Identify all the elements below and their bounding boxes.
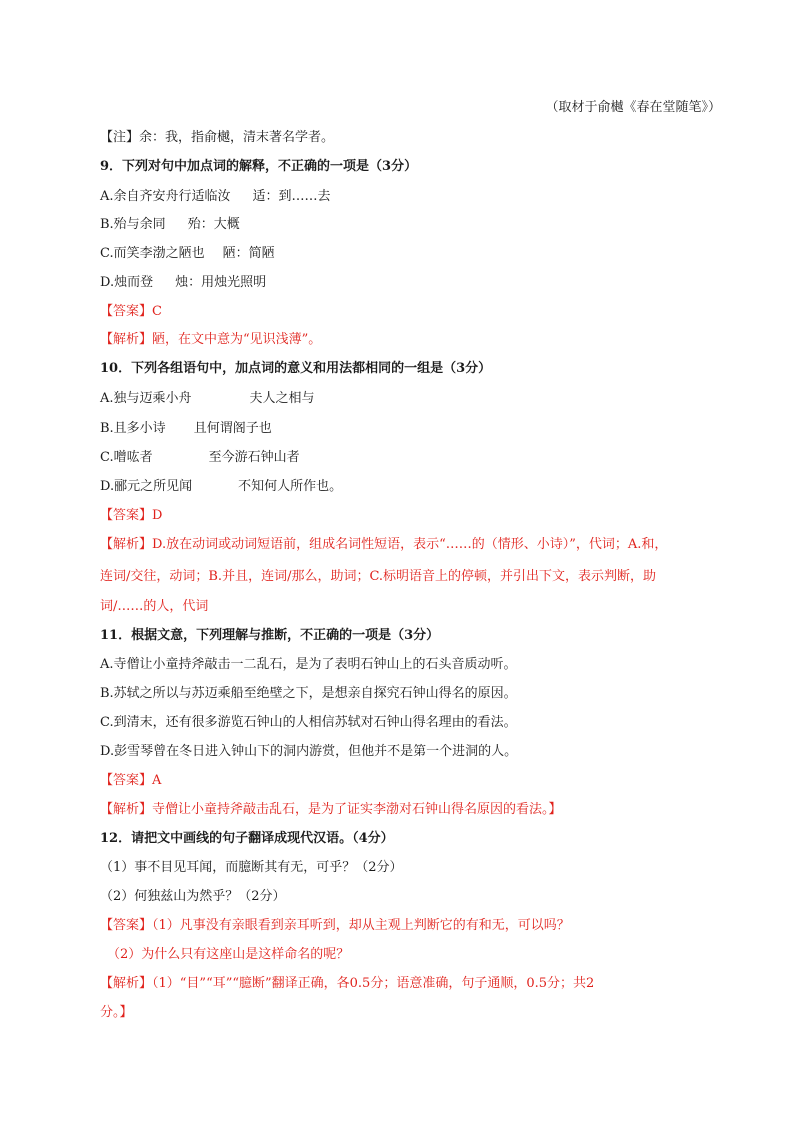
question-10-option-c: C.噌吰者 至今游石钟山者 [100, 450, 300, 465]
question-9-title: 9．下列对句中加点词的解释，不正确的一项是（3分） [100, 159, 418, 174]
question-10-option-b: B.且多小诗 且何谓阁子也 [100, 421, 272, 436]
question-9-answer: 【答案】C [100, 304, 162, 319]
question-11-option-a: A.寺僧让小童持斧敲击一二乱石，是为了表明石钟山上的石头音质动听。 [100, 657, 517, 672]
question-10-analysis-line-3: 词/……的人，代词 [100, 599, 209, 614]
question-11-option-c: C.到清末，还有很多游览石钟山的人相信苏轼对石钟山得名理由的看法。 [100, 715, 517, 730]
question-11-analysis: 【解析】寺僧让小童持斧敲击乱石，是为了证实李渤对石钟山得名原因的看法。】 [100, 802, 562, 817]
question-12-answer-line-2: （2）为什么只有这座山是这样命名的呢？ [107, 947, 350, 962]
question-9-option-d: D.烛而登 烛：用烛光照明 [100, 275, 267, 290]
question-10-option-d: D.郦元之所见闻 不知何人所作也。 [100, 479, 343, 494]
source-citation: （取材于俞樾《春在堂随笔》） [545, 100, 721, 115]
question-9-analysis: 【解析】陋，在文中意为“见识浅薄”。 [100, 332, 322, 347]
question-11-option-b: B.苏轼之所以与苏迈乘船至绝壁之下，是想亲自探究石钟山得名的原因。 [100, 686, 517, 701]
question-11-answer: 【答案】A [100, 773, 162, 788]
question-12-title: 12．请把文中画线的句子翻译成现代汉语。（4分） [100, 831, 394, 846]
question-10-analysis-line-1: 【解析】D.放在动词或动词短语前，组成名词性短语，表示“……的（情形、小诗）”，代词；A.和， [100, 537, 668, 552]
question-12-analysis-line-1: 【解析】（1）“目”“耳”“臆断”翻译正确，各0.5分；语意准确，句子通顺，0.5分；共2 [100, 976, 595, 991]
question-10-answer: 【答案】D [100, 508, 163, 523]
question-12-item-1: （1）事不目见耳闻，而臆断其有无，可乎？（2分） [100, 860, 403, 875]
question-9-option-a: A.余自齐安舟行适临汝 适：到……去 [100, 189, 331, 204]
question-12-answer: 【答案】（1）凡事没有亲眼看到亲耳听到，却从主观上判断它的有和无，可以吗？ [100, 918, 570, 933]
annotation-note: 【注】余：我，指俞樾，清末著名学者。 [100, 130, 335, 145]
question-12-analysis-line-2: 分。】 [100, 1005, 133, 1020]
question-10-title: 10．下列各组语句中，加点词的意义和用法都相同的一组是（3分） [100, 361, 492, 376]
question-12-item-2: （2）何独兹山为然乎？（2分） [100, 889, 286, 904]
question-9-option-b: B.殆与余同 殆：大概 [100, 217, 240, 232]
question-9-option-c: C.而笑李渤之陋也 陋：简陋 [100, 246, 275, 261]
question-11-title: 11．根据文意，下列理解与推断，不正确的一项是（3分） [100, 628, 440, 643]
question-10-option-a: A.独与迈乘小舟 夫人之相与 [100, 391, 315, 406]
question-10-analysis-line-2: 连词/交往，动词；B.并且，连词/那么，助词；C.标明语音上的停顿，并引出下文，表示判断，助 [100, 569, 657, 584]
question-11-option-d: D.彭雪琴曾在冬日进入钟山下的洞内游赏，但他并不是第一个进洞的人。 [100, 744, 518, 759]
